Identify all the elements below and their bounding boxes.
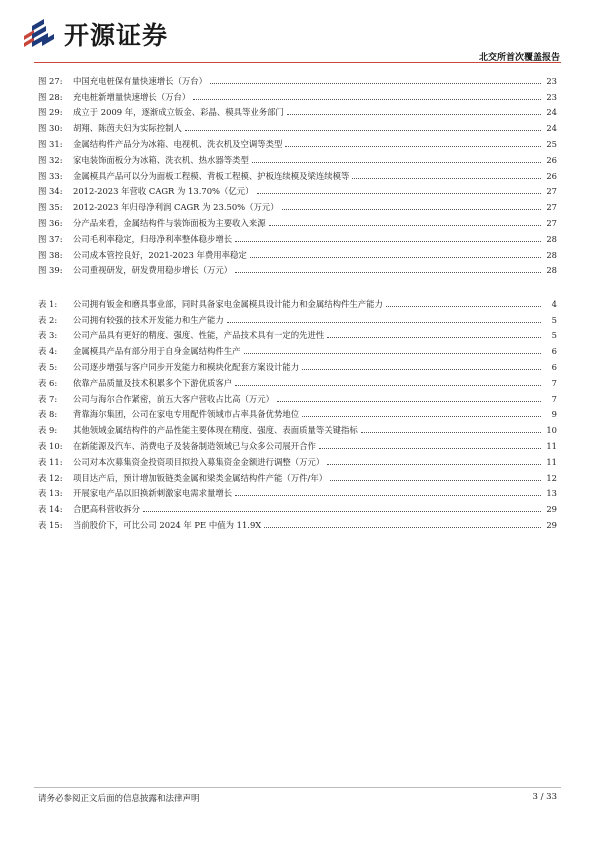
entry-title: 2012-2023 年营收 CAGR 为 13.70%（亿元） (73, 186, 254, 197)
entry-page-number: 27 (546, 217, 557, 228)
entry-title: 开展家电产品以旧换新刺激家电需求量增长 (73, 488, 233, 499)
entry-number: 表 13: (38, 488, 63, 499)
table-list (38, 293, 557, 530)
entry-number: 表 4: (38, 346, 58, 357)
report-type-label: 北交所首次覆盖报告 (478, 53, 560, 63)
entry-number: 表 5: (38, 361, 58, 372)
dot-leader (282, 209, 541, 210)
table-entry[interactable] (38, 404, 557, 420)
dot-leader (252, 162, 541, 163)
dot-leader (287, 114, 541, 115)
entry-number: 图 34: (38, 186, 63, 197)
footer-divider (34, 787, 561, 788)
entry-page-number: 27 (546, 202, 557, 213)
entry-number: 图 35: (38, 202, 63, 213)
entry-number: 图 37: (38, 233, 63, 244)
entry-title: 金属模具产品有部分用于自身金属结构件生产 (73, 346, 241, 357)
figure-list (38, 70, 557, 275)
figure-entry[interactable] (38, 86, 557, 102)
entry-page-number: 28 (546, 233, 557, 244)
dot-leader (210, 83, 541, 84)
entry-title: 胡翔、陈茵夫妇为实际控制人 (73, 123, 182, 134)
entry-page-number: 28 (546, 265, 557, 276)
entry-number: 图 38: (38, 249, 63, 260)
dot-leader (227, 322, 541, 323)
entry-page-number: 7 (551, 393, 557, 404)
entry-page-number: 29 (546, 519, 557, 530)
entry-title: 公司与海尔合作紧密，前五大客户营收占比高（万元） (73, 393, 274, 404)
figure-entry[interactable] (38, 196, 557, 212)
entry-page-number: 11 (546, 440, 557, 451)
entry-page-number: 10 (546, 425, 557, 436)
entry-title: 成立于 2009 年，逐渐成立钣金、彩晶、模具等业务部门 (73, 107, 284, 118)
entry-title: 公司逐步增强与客户同步开发能力和模块化配套方案设计能力 (73, 361, 300, 372)
entry-number: 图 39: (38, 265, 63, 276)
dot-leader (193, 99, 541, 100)
brand-logo (20, 16, 168, 52)
table-entry[interactable] (38, 514, 557, 530)
page-indicator: 3 / 33 (532, 792, 557, 802)
entry-title: 充电桩新增量快速增长（万台） (73, 91, 191, 102)
entry-number: 表 15: (38, 519, 63, 530)
entry-number: 表 14: (38, 504, 63, 515)
entry-page-number: 11 (546, 456, 557, 467)
entry-number: 表 12: (38, 472, 63, 483)
table-entry[interactable] (38, 372, 557, 388)
dot-leader (185, 130, 541, 131)
entry-title: 家电装饰面板分为冰箱、洗衣机、热水器等类型 (73, 154, 249, 165)
entry-number: 表 10: (38, 440, 63, 451)
entry-page-number: 6 (551, 361, 557, 372)
dot-leader (361, 432, 541, 433)
entry-title: 其他领域金属结构件的产品性能主要体现在精度、强度、表面质量等关键指标 (73, 425, 358, 436)
table-entry[interactable] (38, 325, 557, 341)
entry-page-number: 12 (546, 472, 557, 483)
entry-page-number: 9 (551, 409, 557, 420)
entry-title: 中国充电桩保有量快速增长（万台） (73, 75, 207, 86)
entry-number: 图 33: (38, 170, 63, 181)
entry-page-number: 24 (546, 107, 557, 118)
figure-entry[interactable] (38, 244, 557, 260)
table-entry[interactable] (38, 467, 557, 483)
entry-title: 分产品来看，金属结构件与装饰面板为主要收入来源 (73, 217, 266, 228)
entry-title: 公司拥有钣金和磨具事业部，同时具备家电金属模具设计能力和金属结构件生产能力 (73, 298, 383, 309)
figure-entry[interactable] (38, 70, 557, 86)
entry-title: 合肥高科营收拆分 (73, 504, 140, 515)
figure-entry[interactable] (38, 181, 557, 197)
figure-entry[interactable] (38, 228, 557, 244)
entry-number: 图 30: (38, 123, 63, 134)
entry-number: 图 36: (38, 217, 63, 228)
entry-number: 表 3: (38, 330, 58, 341)
table-entry[interactable] (38, 388, 557, 404)
entry-title: 公司对本次募集资金投资项目拟投入募集资金金额进行调整（万元） (73, 456, 325, 467)
dot-leader (386, 306, 541, 307)
entry-page-number: 24 (546, 123, 557, 134)
entry-title: 项目达产后，预计增加钣链类金属和梁类金属结构件产能（万件/年） (73, 472, 328, 483)
dot-leader (257, 193, 542, 194)
figure-entry[interactable] (38, 133, 557, 149)
header-divider (34, 62, 561, 63)
brand-name: 开源证券 (64, 21, 169, 50)
entry-title: 2012-2023 年归母净利润 CAGR 为 23.50%（万元） (73, 202, 279, 213)
entry-number: 图 31: (38, 138, 63, 149)
entry-number: 图 29: (38, 107, 63, 118)
entry-page-number: 7 (551, 377, 557, 388)
footer-disclaimer: 请务必参阅正文后面的信息披露和法律声明 (38, 794, 200, 804)
table-entry[interactable] (38, 356, 557, 372)
dot-leader (330, 480, 541, 481)
figure-entry[interactable] (38, 117, 557, 133)
dot-leader (302, 369, 541, 370)
table-entry[interactable] (38, 293, 557, 309)
entry-page-number: 28 (546, 249, 557, 260)
dot-leader (235, 495, 541, 496)
entry-number: 表 11: (38, 456, 63, 467)
entry-number: 表 7: (38, 393, 58, 404)
entry-number: 图 32: (38, 154, 63, 165)
dot-leader (327, 464, 541, 465)
dot-leader (277, 401, 541, 402)
entry-page-number: 25 (546, 138, 557, 149)
entry-title: 公司拥有较强的技术开发能力和生产能力 (73, 314, 224, 325)
logo-mark-icon (20, 16, 58, 52)
table-entry[interactable] (38, 483, 557, 499)
entry-title: 依靠产品质量及技术积累多个下游优质客户 (73, 377, 233, 388)
entry-title: 金属结构件产品分为冰箱、电视机、洗衣机及空调等类型 (73, 138, 283, 149)
dot-leader (352, 178, 541, 179)
dot-leader (235, 385, 541, 386)
dot-leader (302, 416, 541, 417)
dot-leader (319, 448, 541, 449)
entry-number: 图 27: (38, 75, 63, 86)
table-entry[interactable] (38, 340, 557, 356)
entry-title: 当前股价下，可比公司 2024 年 PE 中值为 11.9X (73, 519, 262, 530)
dot-leader (235, 241, 541, 242)
entry-page-number: 13 (546, 488, 557, 499)
entry-number: 表 1: (38, 298, 58, 309)
entry-title: 在新能源及汽车、消费电子及装备制造领域已与众多公司展开合作 (73, 440, 316, 451)
table-entry[interactable] (38, 451, 557, 467)
entry-page-number: 26 (546, 170, 557, 181)
entry-number: 表 6: (38, 377, 58, 388)
entry-page-number: 29 (546, 504, 557, 515)
dot-leader (264, 527, 541, 528)
entry-page-number: 26 (546, 154, 557, 165)
entry-title: 背靠海尔集团，公司在家电专用配件领域市占率具备优势地位 (73, 409, 300, 420)
entry-page-number: 5 (551, 330, 557, 341)
dot-leader (285, 146, 541, 147)
table-entry[interactable] (38, 309, 557, 325)
table-entry[interactable] (38, 498, 557, 514)
entry-title: 公司产品具有更好的精度、强度、性能，产品技术具有一定的先进性 (73, 330, 325, 341)
entry-page-number: 4 (551, 298, 557, 309)
entry-title: 公司重视研发，研发费用稳步增长（万元） (73, 265, 233, 276)
entry-title: 金属模具产品可以分为面板工程模、背板工程模、护板连续模及梁连续模等 (73, 170, 350, 181)
dot-leader (327, 337, 541, 338)
figure-entry[interactable] (38, 149, 557, 165)
entry-number: 表 9: (38, 425, 58, 436)
entry-title: 公司成本管控良好，2021-2023 年费用率稳定 (73, 249, 247, 260)
dot-leader (244, 353, 542, 354)
entry-title: 公司毛利率稳定，归母净利率整体稳步增长 (73, 233, 233, 244)
table-entry[interactable] (38, 419, 557, 435)
entry-number: 表 8: (38, 409, 58, 420)
figure-entry[interactable] (38, 260, 557, 276)
figure-entry[interactable] (38, 102, 557, 118)
entry-page-number: 23 (546, 75, 557, 86)
figure-entry[interactable] (38, 165, 557, 181)
dot-leader (143, 511, 541, 512)
table-entry[interactable] (38, 435, 557, 451)
dot-leader (269, 225, 541, 226)
figure-entry[interactable] (38, 212, 557, 228)
entry-number: 图 28: (38, 91, 63, 102)
entry-page-number: 5 (551, 314, 557, 325)
entry-page-number: 6 (551, 346, 557, 357)
dot-leader (235, 272, 541, 273)
entry-number: 表 2: (38, 314, 58, 325)
entry-page-number: 23 (546, 91, 557, 102)
dot-leader (250, 257, 541, 258)
entry-page-number: 27 (546, 186, 557, 197)
